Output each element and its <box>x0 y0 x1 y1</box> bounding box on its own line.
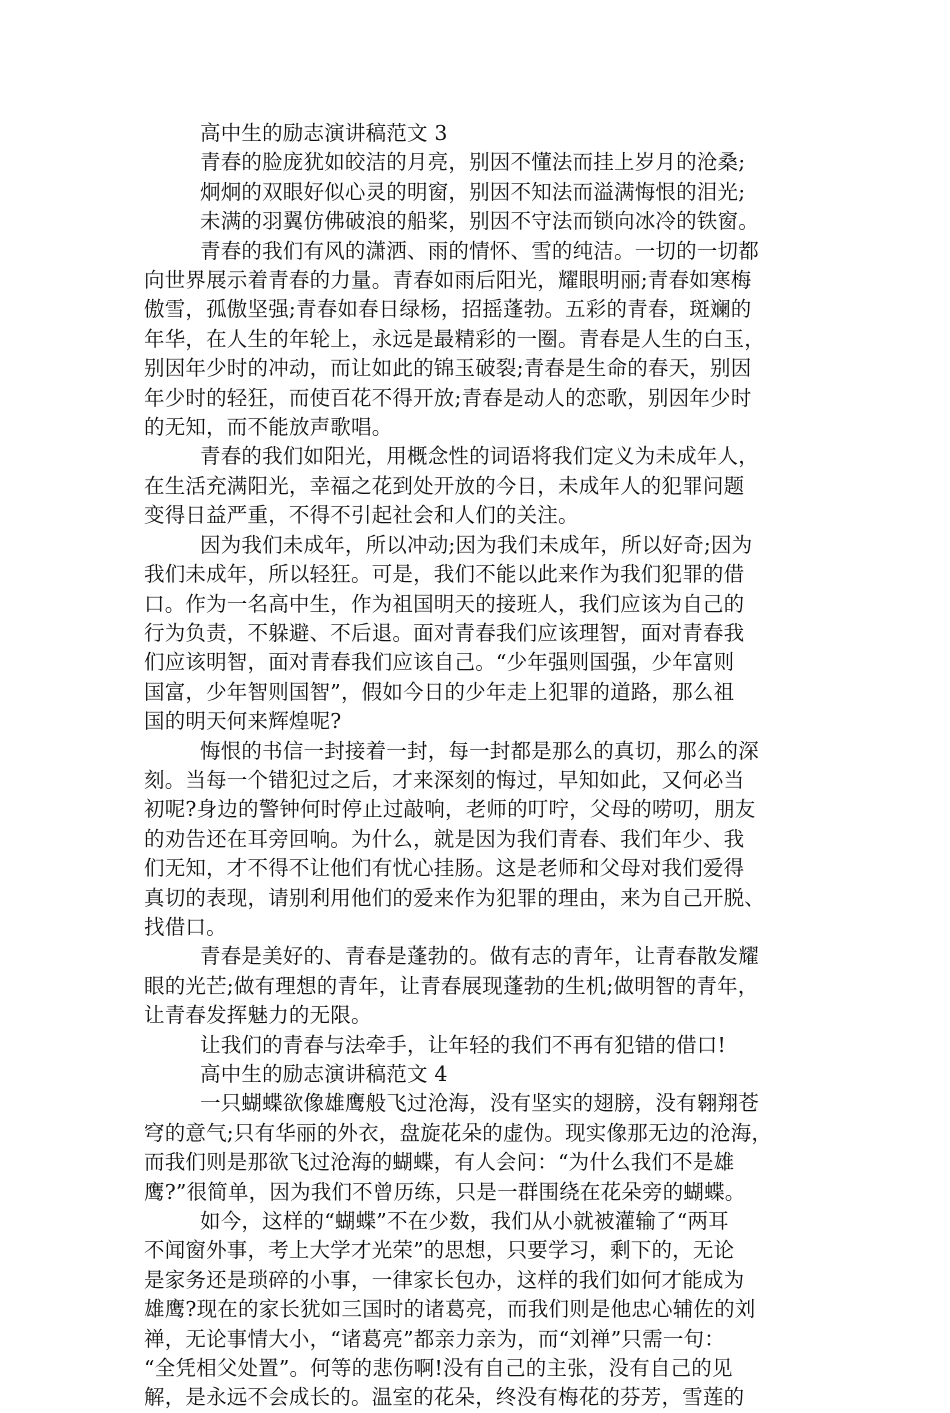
text-line: 傲雪，孤傲坚强;青春如春日绿杨，招摇蓬勃。五彩的青春，斑斓的 <box>144 297 752 322</box>
text-line: 未满的羽翼仿佛破浪的船桨，别因不守法而锁向冰冷的铁窗。 <box>200 209 759 234</box>
text-line: 解，是永远不会成长的。温室的花朵，终没有梅花的芬芳，雪莲的 <box>144 1385 745 1410</box>
text-line: 炯炯的双眼好似心灵的明窗，别因不知法而溢满悔恨的泪光; <box>200 179 746 204</box>
text-line: 青春的我们如阳光，用概念性的词语将我们定义为未成年人， <box>200 444 759 469</box>
text-line: 行为负责，不躲避、不后退。面对青春我们应该理智，面对青春我 <box>144 620 745 645</box>
text-line: 因为我们未成年，所以冲动;因为我们未成年，所以好奇;因为 <box>200 532 753 557</box>
text-line: 真切的表现，请别利用他们的爱来作为犯罪的理由，来为自己开脱、 <box>144 885 765 910</box>
text-line: 的劝告还在耳旁回响。为什么，就是因为我们青春、我们年少、我 <box>144 826 745 851</box>
text-line: 向世界展示着青春的力量。青春如雨后阳光，耀眼明丽;青春如寒梅 <box>144 268 752 293</box>
text-line: 一只蝴蝶欲像雄鹰般飞过沧海，没有坚实的翅膀，没有翱翔苍 <box>200 1091 759 1116</box>
text-line: 禅，无论事情大小，“诸葛亮”都亲力亲为，而“刘禅”只需一句： <box>144 1326 725 1351</box>
text-line: 眼的光芒;做有理想的青年，让青春展现蓬勃的生机;做明智的青年， <box>144 973 759 998</box>
text-line: 不闻窗外事，考上大学才光荣”的思想，只要学习，剩下的，无论 <box>144 1238 735 1263</box>
text-line: 高中生的励志演讲稿范文 3 <box>200 121 448 145</box>
text-line: “全凭相父处置”。何等的悲伤啊!没有自己的主张，没有自己的见 <box>144 1356 733 1381</box>
text-line: 青春的我们有风的潇洒、雨的情怀、雪的纯洁。一切的一切都 <box>200 238 759 263</box>
text-line: 找借口。 <box>144 914 227 939</box>
text-line: 鹰?”很简单，因为我们不曾历练，只是一群围绕在花朵旁的蝴蝶。 <box>144 1179 746 1204</box>
text-line: 穹的意气;只有华丽的外衣，盘旋花朵的虚伪。现实像那无边的沧海， <box>144 1120 773 1145</box>
document-body <box>144 119 820 1413</box>
text-line: 初呢?身边的警钟何时停止过敲响，老师的叮咛，父母的唠叨，朋友 <box>144 797 756 822</box>
text-line: 年少时的轻狂，而使百花不得开放;青春是动人的恋歌，别因年少时 <box>144 385 752 410</box>
text-line: 悔恨的书信一封接着一封，每一封都是那么的真切，那么的深 <box>200 738 759 763</box>
text-line: 让我们的青春与法牵手，让年轻的我们不再有犯错的借口! <box>200 1032 726 1057</box>
text-line: 的无知，而不能放声歌唱。 <box>144 415 393 440</box>
text-line: 让青春发挥魅力的无限。 <box>144 1003 372 1028</box>
text-line: 国的明天何来辉煌呢? <box>144 709 342 734</box>
text-line: 在生活充满阳光，幸福之花到处开放的今日，未成年人的犯罪问题 <box>144 473 745 498</box>
text-line: 如今，这样的“蝴蝶”不在少数，我们从小就被灌输了“两耳 <box>200 1209 729 1234</box>
text-line: 别因年少时的冲动，而让如此的锦玉破裂;青春是生命的春天，别因 <box>144 356 752 381</box>
text-line: 们无知，才不得不让他们有忧心挂肠。这是老师和父母对我们爱得 <box>144 856 745 881</box>
text-line: 我们未成年，所以轻狂。可是，我们不能以此来作为我们犯罪的借 <box>144 562 745 587</box>
text-line: 年华，在人生的年轮上，永远是最精彩的一圈。青春是人生的白玉， <box>144 326 765 351</box>
text-line: 而我们则是那欲飞过沧海的蝴蝶，有人会问：“为什么我们不是雄 <box>144 1150 735 1175</box>
text-line: 青春的脸庞犹如皎洁的月亮，别因不懂法而挂上岁月的沧桑; <box>200 150 746 175</box>
text-line: 青春是美好的、青春是蓬勃的。做有志的青年，让青春散发耀 <box>200 944 759 969</box>
text-line: 高中生的励志演讲稿范文 4 <box>200 1062 448 1086</box>
text-line: 变得日益严重，不得不引起社会和人们的关注。 <box>144 503 579 528</box>
text-line: 国富，少年智则国智”，假如今日的少年走上犯罪的道路，那么祖 <box>144 679 735 704</box>
text-line: 口。作为一名高中生，作为祖国明天的接班人，我们应该为自己的 <box>144 591 745 616</box>
text-line: 们应该明智，面对青春我们应该自己。“少年强则国强，少年富则 <box>144 650 735 675</box>
text-line: 刻。当每一个错犯过之后，才来深刻的悔过，早知如此，又何必当 <box>144 767 745 792</box>
text-line: 是家务还是琐碎的小事，一律家长包办，这样的我们如何才能成为 <box>144 1267 745 1292</box>
text-line: 雄鹰?现在的家长犹如三国时的诸葛亮，而我们则是他忠心辅佐的刘 <box>144 1297 756 1322</box>
